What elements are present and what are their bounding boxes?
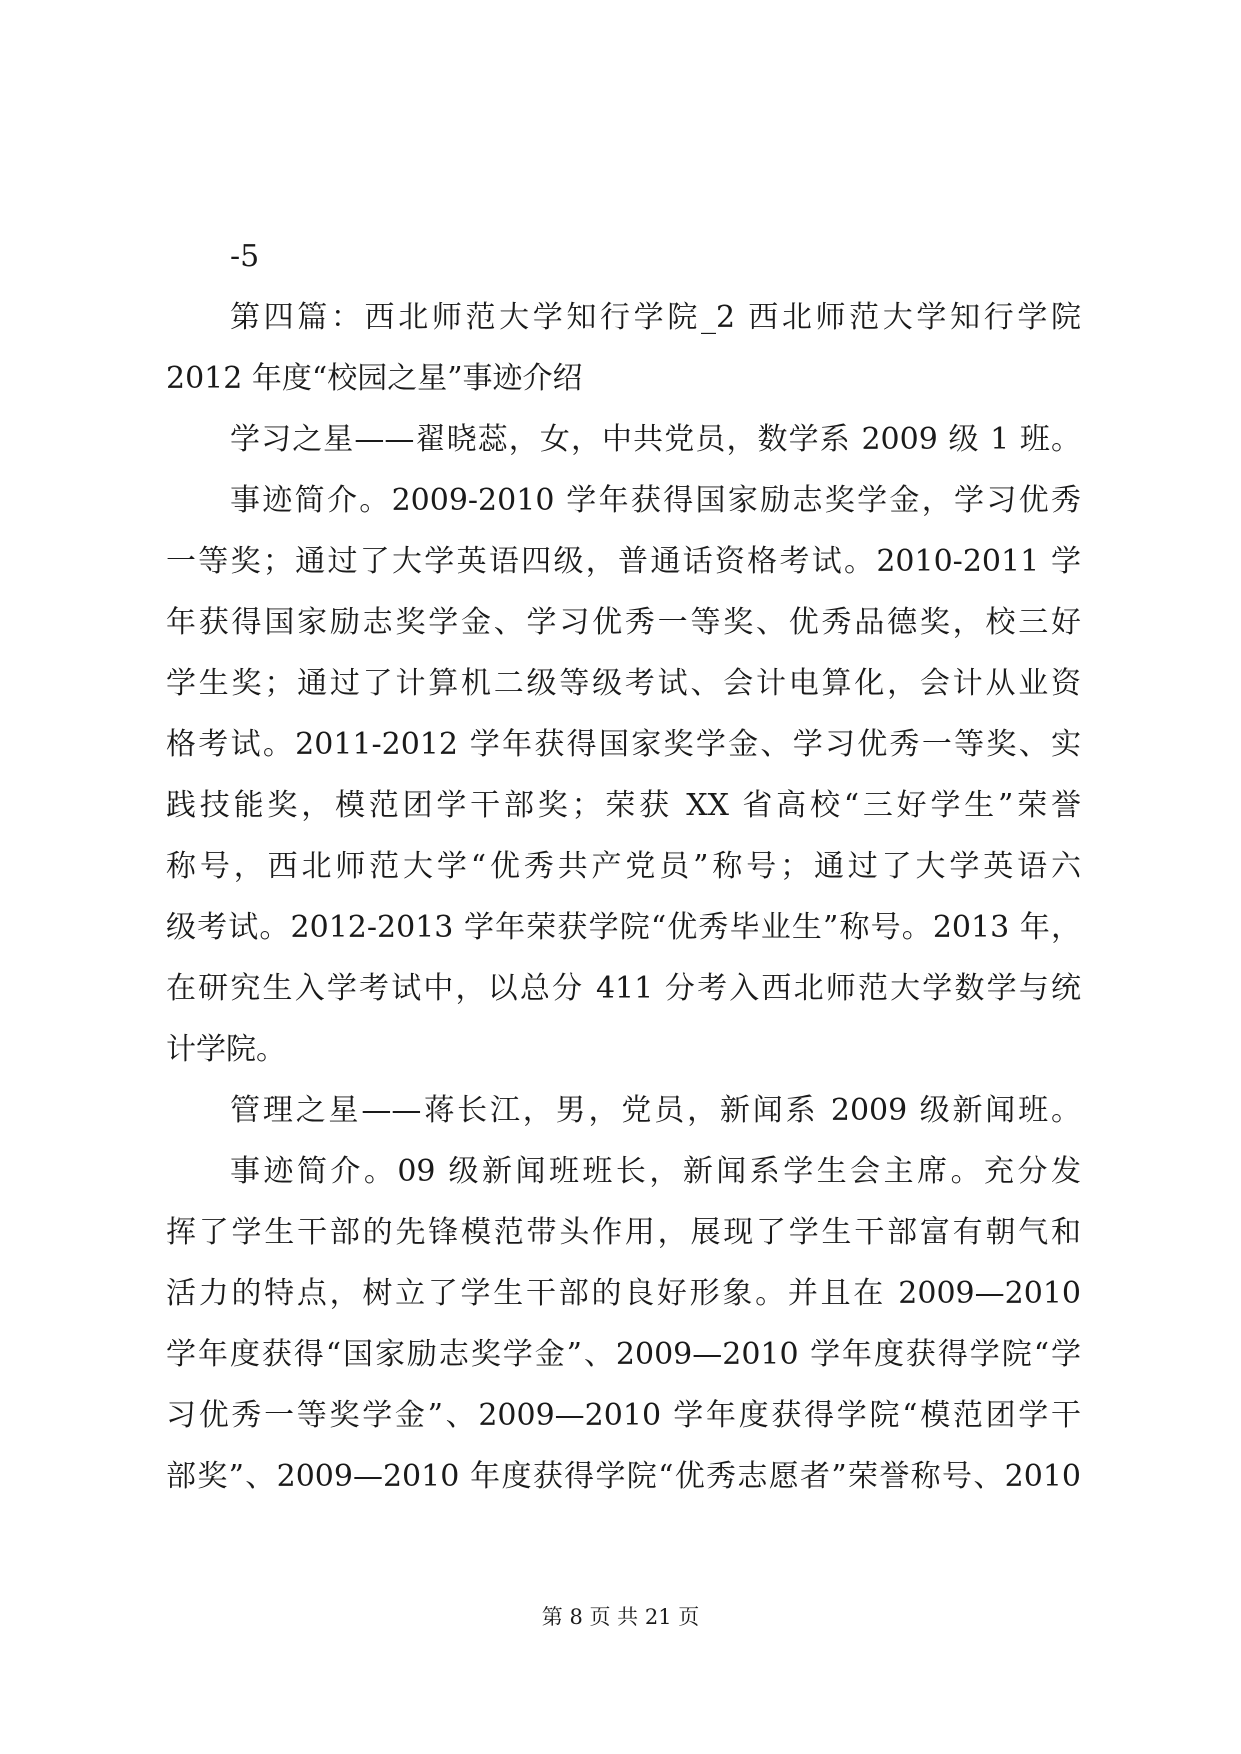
body-line: 习优秀一等奖学金”、2009—2010 学年度获得学院“模范团学干 xyxy=(166,1398,1081,1433)
body-line: 活力的特点，树立了学生干部的良好形象。并且在 2009—2010 xyxy=(166,1276,1081,1311)
body-line: 事迹简介。2009-2010 学年获得国家励志奖学金，学习优秀 xyxy=(230,483,1081,518)
section-heading-line: 第四篇：西北师范大学知行学院_2 西北师范大学知行学院 xyxy=(230,300,1081,335)
body-line: 学年度获得“国家励志奖学金”、2009—2010 学年度获得学院“学 xyxy=(166,1337,1081,1372)
body-line: 格考试。2011-2012 学年获得国家奖学金、学习优秀一等奖、实 xyxy=(166,727,1081,762)
body-line: 计学院。 xyxy=(166,1032,286,1067)
body-line: -5 xyxy=(230,239,260,274)
body-line: 学生奖；通过了计算机二级等级考试、会计电算化，会计从业资 xyxy=(166,666,1081,701)
body-line: 称号，西北师范大学“优秀共产党员”称号；通过了大学英语六 xyxy=(166,849,1081,884)
award-title-line: 管理之星——蒋长江，男，党员，新闻系 2009 级新闻班。 xyxy=(230,1093,1081,1128)
body-line: 在研究生入学考试中，以总分 411 分考入西北师范大学数学与统 xyxy=(166,971,1081,1006)
body-line: 一等奖；通过了大学英语四级，普通话资格考试。2010-2011 学 xyxy=(166,544,1081,579)
document-body xyxy=(166,226,1081,1507)
section-heading-line: 2012 年度“校园之星”事迹介绍 xyxy=(166,361,583,396)
award-title-line: 学习之星——翟晓蕊，女，中共党员，数学系 2009 级 1 班。 xyxy=(230,422,1081,457)
body-line: 年获得国家励志奖学金、学习优秀一等奖、优秀品德奖，校三好 xyxy=(166,605,1081,640)
body-line: 事迹简介。09 级新闻班班长，新闻系学生会主席。充分发 xyxy=(230,1154,1081,1189)
body-line: 挥了学生干部的先锋模范带头作用，展现了学生干部富有朝气和 xyxy=(166,1215,1081,1250)
page-number-footer: 第 8 页 共 21 页 xyxy=(541,1605,700,1629)
body-line: 践技能奖，模范团学干部奖；荣获 XX 省高校“三好学生”荣誉 xyxy=(166,788,1081,823)
body-line: 部奖”、2009—2010 年度获得学院“优秀志愿者”荣誉称号、2010 xyxy=(166,1459,1081,1494)
body-line: 级考试。2012-2013 学年荣获学院“优秀毕业生”称号。2013 年， xyxy=(166,910,1081,945)
